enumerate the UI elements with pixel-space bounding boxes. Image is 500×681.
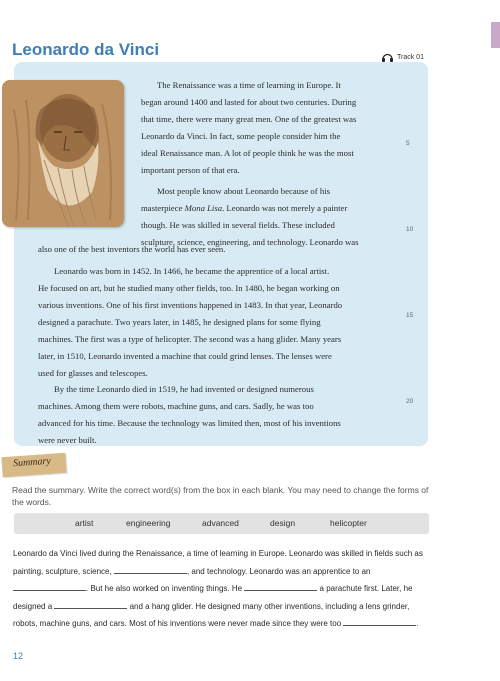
audio-track[interactable] xyxy=(381,52,424,62)
page-number: 12 xyxy=(13,651,24,661)
mona-lisa-title: Mona Lisa xyxy=(184,203,223,213)
passage-line: were never built. xyxy=(38,435,97,445)
word-choice: design xyxy=(270,518,296,528)
line-number: 10 xyxy=(406,226,414,233)
blank-1[interactable] xyxy=(114,564,187,574)
word-choice: engineering xyxy=(126,518,171,528)
passage-line: also one of the best inventors the world has ever seen. xyxy=(38,244,226,254)
passage-line: later, in 1510, Leonardo invented a machine that could grind lenses. The lenses were xyxy=(38,351,332,361)
passage-line: began around 1400 and lasted for about two centuries. During xyxy=(141,97,357,107)
headphones-icon xyxy=(381,52,394,62)
blank-4[interactable] xyxy=(54,599,127,609)
side-tab-marker xyxy=(491,22,500,48)
passage-line: He focused on art, but he studied many other fields, too. In 1480, he began working on xyxy=(38,283,340,293)
passage-line: Leonardo was born in 1452. In 1466, he became the apprentice of a local artist. xyxy=(54,266,330,276)
passage-line: sculpture, science, engineering, and technology. Leonardo was xyxy=(141,237,359,247)
passage-line: though. He was skilled in several fields. These included xyxy=(141,220,335,230)
line-number: 5 xyxy=(406,140,410,147)
passage-line: designed a parachute. Two years later, in 1485, he designed plans for some flying xyxy=(38,317,321,327)
blank-5[interactable] xyxy=(343,616,416,626)
blank-3[interactable] xyxy=(244,581,317,591)
line-number: 15 xyxy=(406,312,414,319)
passage-line: The Renaissance was a time of learning in Europe. It xyxy=(157,80,341,90)
passage-line: Leonardo da Vinci. In fact, some people consider him the xyxy=(141,131,341,141)
summary-label: Summary xyxy=(12,455,52,470)
track-label: Track 01 xyxy=(397,53,424,61)
word-choice: helicopter xyxy=(330,518,367,528)
passage-line: Most people know about Leonardo because of his xyxy=(157,186,330,196)
page-title: Leonardo da Vinci xyxy=(12,40,160,59)
blank-2[interactable] xyxy=(13,581,86,591)
passage-line: that time, there were many great men. One of the greatest was xyxy=(141,114,357,124)
passage-line: machines. Among them were robots, machine guns, and cars. Sadly, he was too xyxy=(38,401,314,411)
passage-line: advanced for his time. Because the technology was limited then, most of his inventions xyxy=(38,418,341,428)
summary-instruction: Read the summary. Write the correct word(s) from the box in each blank. You may need to change the forms of the words. xyxy=(12,485,429,507)
passage-line: By the time Leonardo died in 1519, he had invented or designed numerous xyxy=(54,384,314,394)
word-choice: advanced xyxy=(202,518,239,528)
leonardo-portrait-image xyxy=(2,80,124,227)
passage-line: important person of that era. xyxy=(141,165,240,175)
line-number: 20 xyxy=(406,398,414,405)
summary-text: Leonardo da Vinci lived during the Renaissance, a time of learning in Europe. Leonardo was skilled in fields such as painting, sculpture, science, , and technology. Leonardo was an apprentice to an . But he also worked on inventing things. He a parachute first. Later, he designed a and a hang glider. He designed many other inventions, including a lens grinder, robots, machine guns, and cars. Most of his inventions were never made since they were too . xyxy=(13,549,423,629)
word-choice: artist xyxy=(75,518,94,528)
passage-line: various inventions. One of his first inventions happened in 1483. In that year, Leonardo xyxy=(38,300,343,310)
passage-line: machines. The first was a type of helicopter. The second was a hang glider. Many years xyxy=(38,334,342,344)
passage-line: masterpiece Mona Lisa. Leonardo was not merely a painter xyxy=(141,203,348,213)
passage-line: ideal Renaissance man. A lot of people think he was the most xyxy=(141,148,354,158)
passage-line: used for glasses and telescopes. xyxy=(38,368,148,378)
